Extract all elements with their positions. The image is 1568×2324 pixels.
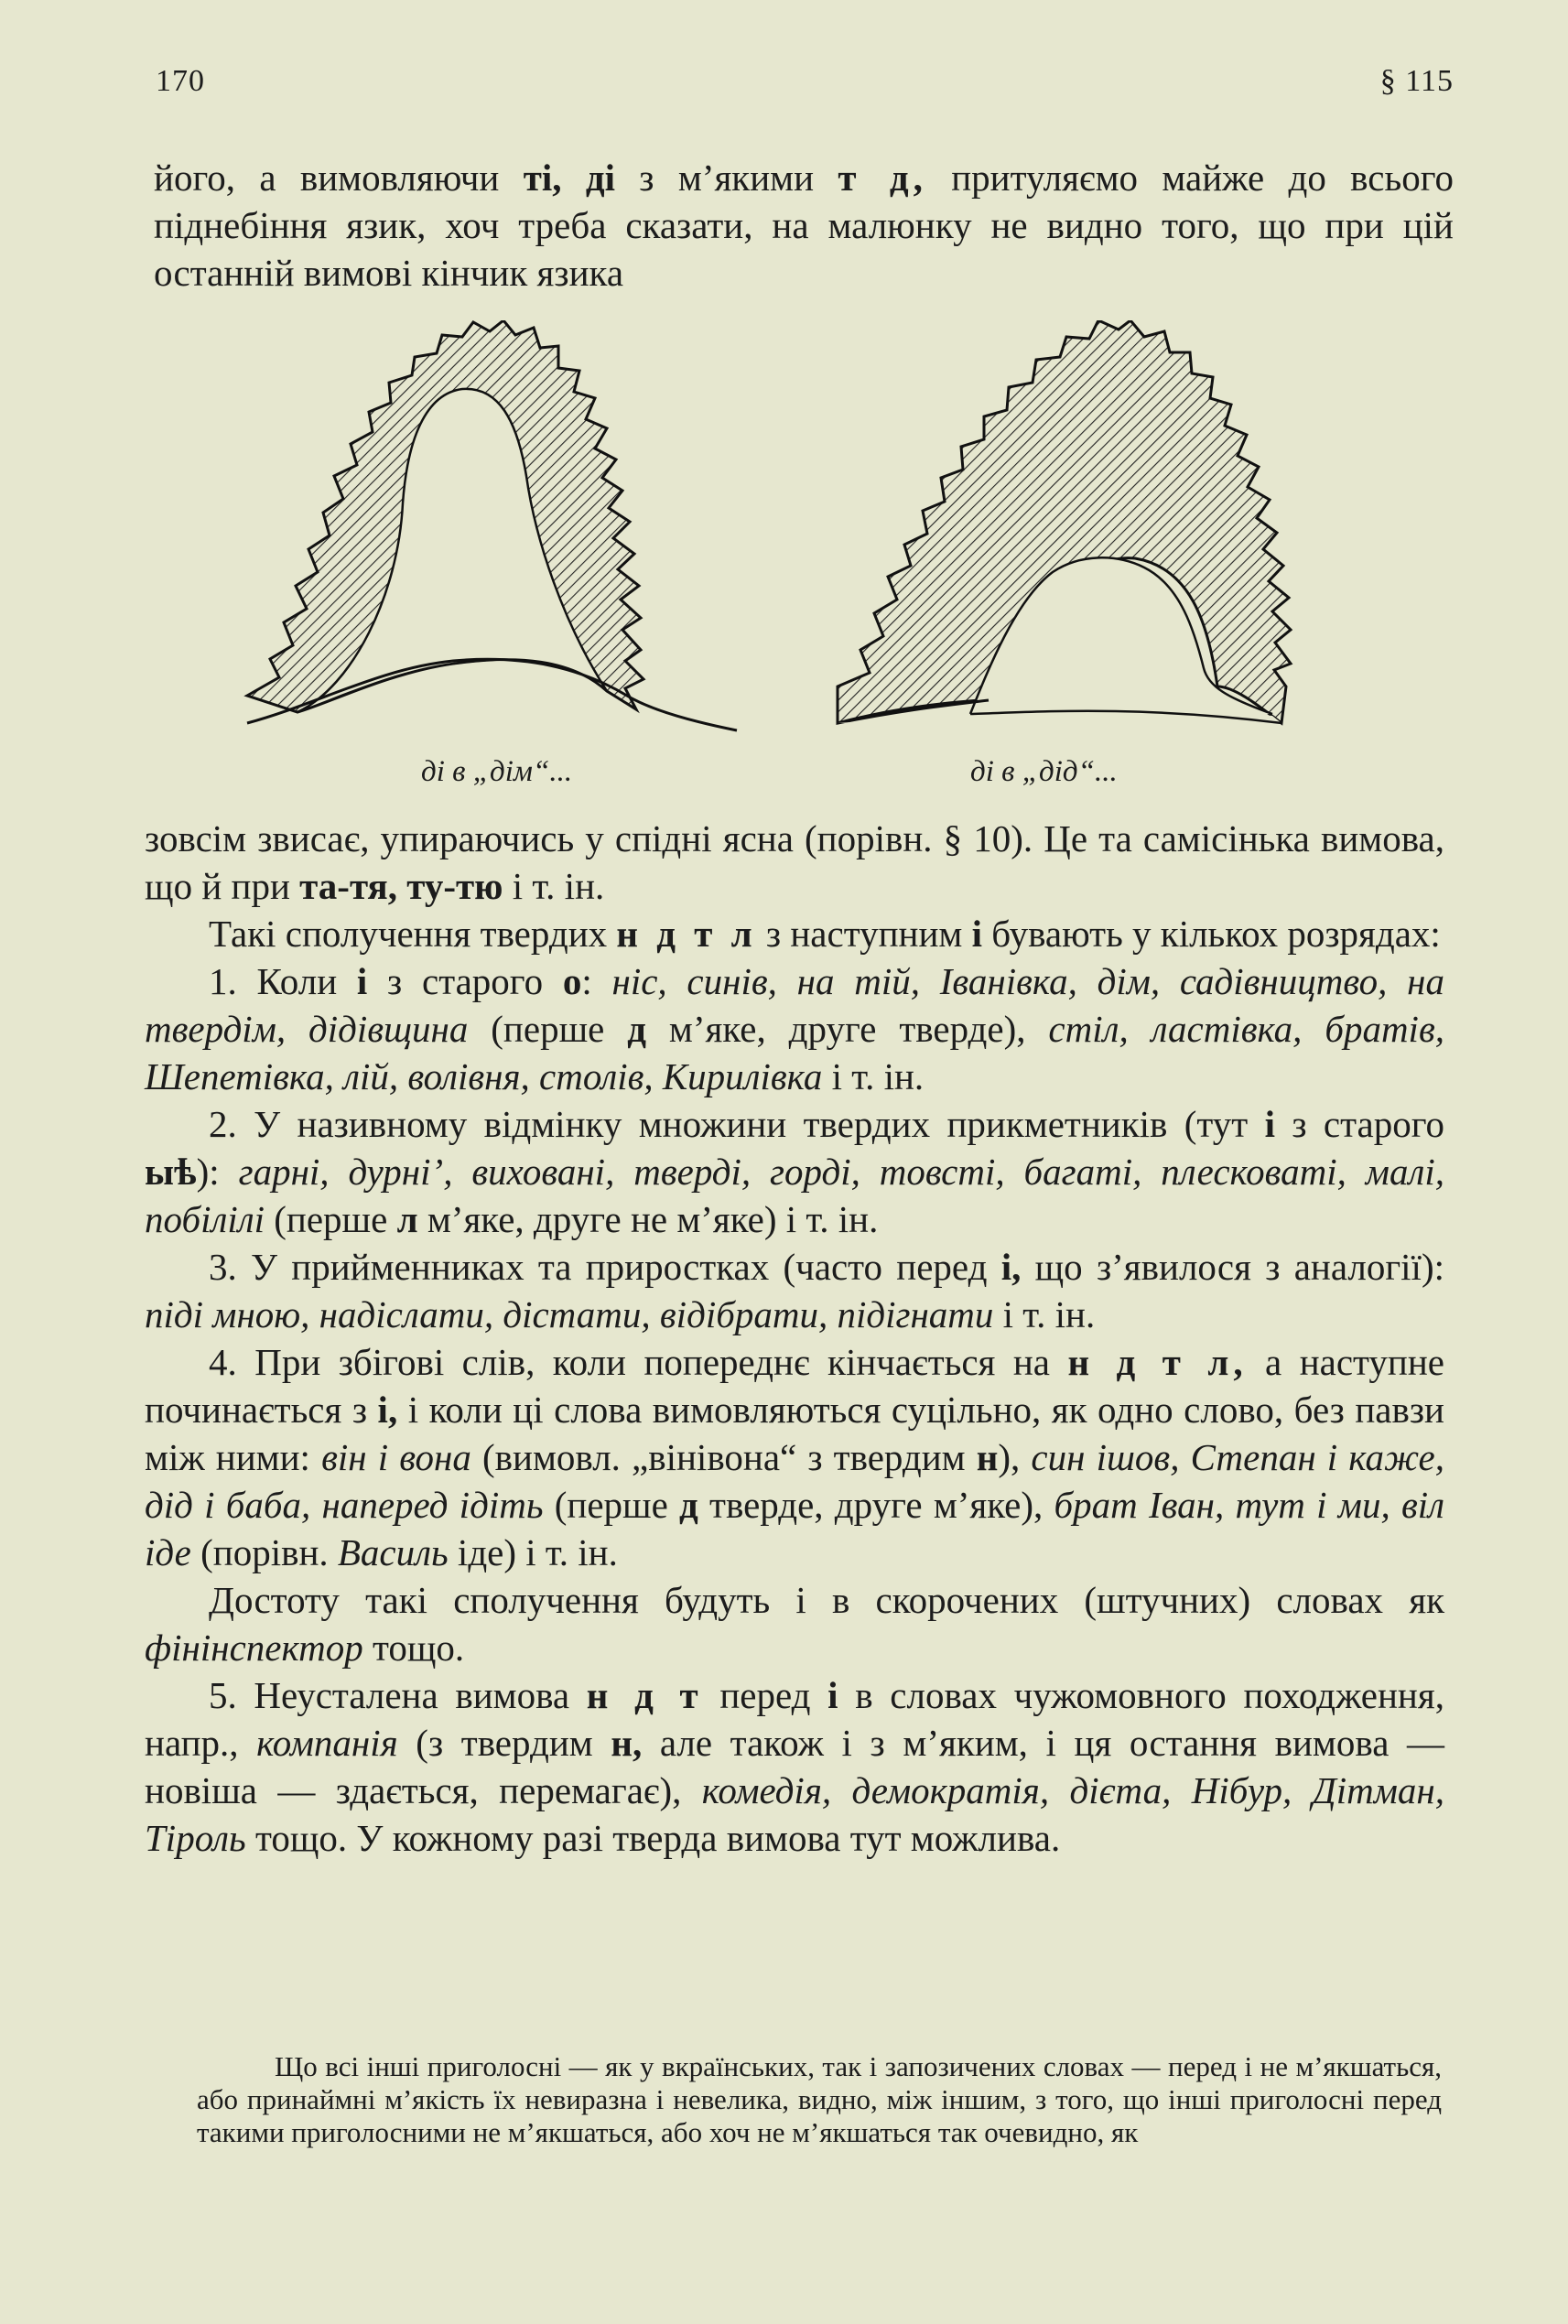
list-item-3: 3. У прийменниках та приростках (часто перед і, що з’явилося з аналогії): піді мною, надіслати, дістати, відібрати, підігнати і т. ін. bbox=[145, 1246, 1444, 1335]
top-paragraph: його, а вимовляючи ті, ді з м’якими т д, притуляємо майже до всього піднебіння язик, хоч треба сказати, на малюнку не видно того, що при цій останній вимові кінчик язика bbox=[154, 157, 1454, 294]
caption-right: ді в „дід“... bbox=[970, 755, 1118, 788]
paragraph: зовсім звисає, упираючись у спідні ясна (порівн. § 10). Це та самісінька вимова, що й при та-тя, ту-тю і т. ін. bbox=[145, 817, 1444, 907]
list-item-1: 1. Коли і з старого о: ніс, синів, на тій, Іванівка, дім, садівництво, на твердім, дідівщина (перше д м’яке, друге тверде), стіл, ластівка, братів, Шепетівка, лій, волівня, столів, Кирилівка і т. ін. bbox=[145, 960, 1444, 1097]
footnote: Що всі інші приголосні — як у вкраїнських, так і запозичених словах — перед і не м’якшаться, або принаймні м’якість їх невиразна і невелика, видно, між іншим, з того, що інші приголосні перед такими приголосними не м’якшаться, або хоч не м’якшаться так очевидно, як bbox=[197, 2050, 1442, 2148]
paragraph: Такі сполучення твердих н д т л з наступним і бувають у кількох розрядах: bbox=[209, 913, 1441, 955]
section-number: § 115 bbox=[1379, 64, 1454, 98]
paragraph: Достоту такі сполучення будуть і в скорочених (штучних) словах як фінінспектор тощо. bbox=[145, 1579, 1444, 1669]
list-item-4: 4. При збігові слів, коли попереднє кінчається на н д т л, а наступне починається з і, і коли ці слова вимовляються суцільно, як одно слово, без павзи між ними: він і вона (вимовл. „вінівона“ з твердим н), син ішов, Степан і каже, дід і баба, наперед ідіть (перше д тверде, друге м’яке), брат Іван, тут і ми, віл іде (порівн. Василь іде) і т. ін. bbox=[145, 1341, 1445, 1573]
palate-diagram-dim bbox=[243, 320, 783, 741]
main-text bbox=[145, 815, 1444, 1862]
list-item-5: 5. Неусталена вимова н д т перед і в словах чужомовного походження, напр., компанія (з твердим н, але також і з м’яким, і ця остання вимова — новіша — здається, перемагає), комедія, демократія, дієта, Нібур, Дітман, Тіроль тощо. У кожному разі тверда вимова тут можлива. bbox=[145, 1674, 1445, 1859]
page-number: 170 bbox=[156, 64, 205, 98]
palate-diagram-did bbox=[833, 320, 1359, 741]
caption-left: ді в „дім“... bbox=[421, 755, 573, 788]
list-item-2: 2. У називному відмінку множини твердих прикметників (тут і з старого ыѣ): гарні, дурні’, виховані, тверді, горді, товсті, багаті, плесковаті, малі, побілілі (перше л м’яке, друге не м’яке) і т. ін. bbox=[145, 1103, 1445, 1240]
